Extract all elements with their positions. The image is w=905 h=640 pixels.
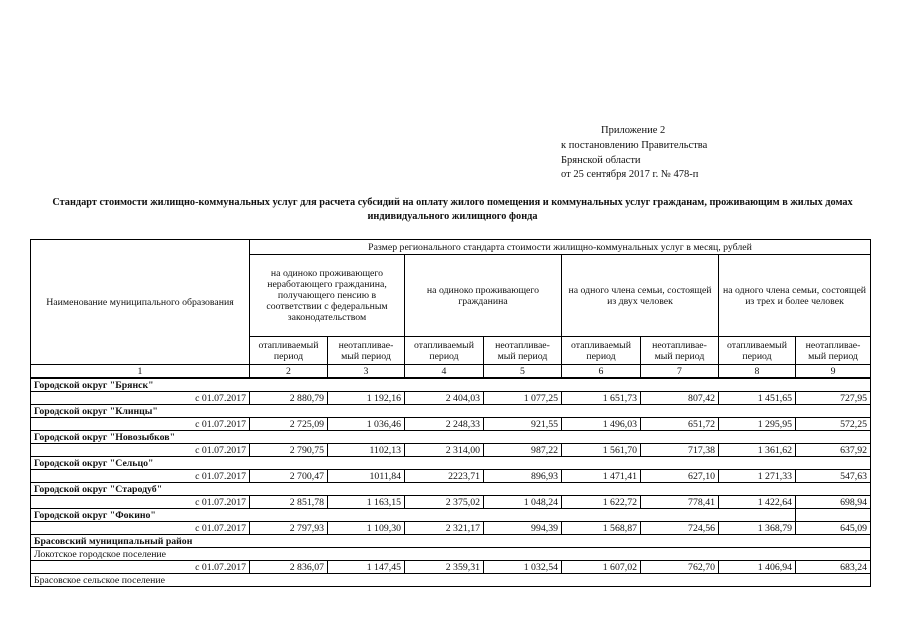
value-cell: 896,93 xyxy=(484,470,562,483)
value-cell: 2 321,17 xyxy=(405,522,484,535)
appendix-block xyxy=(561,124,707,183)
date-label: с 01.07.2017 xyxy=(31,444,250,457)
value-cell: 1 622,72 xyxy=(562,496,641,509)
municipality-row: Городской округ "Новозыбков" xyxy=(31,431,871,444)
value-cell: 1 496,03 xyxy=(562,418,641,431)
value-cell: 627,10 xyxy=(641,470,719,483)
value-cell: 1 271,33 xyxy=(719,470,796,483)
value-cell: 1 295,95 xyxy=(719,418,796,431)
group-header-single: на одиноко проживающего гражданина xyxy=(405,255,562,337)
value-cell: 2 700,47 xyxy=(250,470,328,483)
column-number: 5 xyxy=(484,365,562,379)
date-label: с 01.07.2017 xyxy=(31,561,250,574)
value-cell: 1 651,73 xyxy=(562,392,641,405)
value-cell: 2223,71 xyxy=(405,470,484,483)
date-label: с 01.07.2017 xyxy=(31,392,250,405)
value-cell: 2 880,79 xyxy=(250,392,328,405)
value-cell: 1 422,64 xyxy=(719,496,796,509)
heated-period-header: отапливаемый период xyxy=(405,337,484,365)
value-cell: 645,09 xyxy=(796,522,871,535)
municipality-header: Наименование муниципального образования xyxy=(31,240,250,365)
value-cell: 1 361,62 xyxy=(719,444,796,457)
empty-cell xyxy=(796,509,871,522)
value-cell: 1 368,79 xyxy=(719,522,796,535)
value-cell: 1 032,54 xyxy=(484,561,562,574)
value-cell: 1 568,87 xyxy=(562,522,641,535)
value-cell: 1 561,70 xyxy=(562,444,641,457)
value-cell: 572,25 xyxy=(796,418,871,431)
value-cell: 1 077,25 xyxy=(484,392,562,405)
heated-period-header: отапливаемый период xyxy=(562,337,641,365)
main-header: Размер регионального стандарта стоимости жилищно-коммунальных услуг в месяц, рублей xyxy=(250,240,871,255)
value-cell: 727,95 xyxy=(796,392,871,405)
date-label: с 01.07.2017 xyxy=(31,418,250,431)
value-cell: 651,72 xyxy=(641,418,719,431)
value-cell: 1 048,24 xyxy=(484,496,562,509)
value-cell: 921,55 xyxy=(484,418,562,431)
value-cell: 547,63 xyxy=(796,470,871,483)
value-cell: 2 725,09 xyxy=(250,418,328,431)
value-cell: 987,22 xyxy=(484,444,562,457)
value-cell: 637,92 xyxy=(796,444,871,457)
document-title: Стандарт стоимости жилищно-коммунальных услуг для расчета субсидий на оплату жилого помещения и коммунальных услуг гражданам, проживающим в жилых домах индивидуального жилищного фонда xyxy=(52,197,853,222)
value-cell: 762,70 xyxy=(641,561,719,574)
unheated-period-header: неотапливае-мый период xyxy=(484,337,562,365)
value-cell: 1 192,16 xyxy=(328,392,405,405)
value-cell: 1011,84 xyxy=(328,470,405,483)
column-number: 8 xyxy=(719,365,796,379)
column-number: 7 xyxy=(641,365,719,379)
value-cell: 1 109,30 xyxy=(328,522,405,535)
value-cell: 2 404,03 xyxy=(405,392,484,405)
value-cell: 2 359,31 xyxy=(405,561,484,574)
heated-period-header: отапливаемый период xyxy=(719,337,796,365)
value-cell: 807,42 xyxy=(641,392,719,405)
column-number: 3 xyxy=(328,365,405,379)
value-cell: 2 836,07 xyxy=(250,561,328,574)
value-cell: 2 314,00 xyxy=(405,444,484,457)
value-cell: 698,94 xyxy=(796,496,871,509)
municipality-row: Городской округ "Клинцы" xyxy=(31,405,871,418)
heated-period-header: отапливаемый период xyxy=(250,337,328,365)
unheated-period-header: неотапливае-мый период xyxy=(641,337,719,365)
value-cell: 2 375,02 xyxy=(405,496,484,509)
column-number: 4 xyxy=(405,365,484,379)
value-cell: 1 147,45 xyxy=(328,561,405,574)
settlement-row: Брасовское сельское поселение xyxy=(31,574,871,587)
value-cell: 1 471,41 xyxy=(562,470,641,483)
appendix-region: Брянской области xyxy=(561,154,641,166)
appendix-date: от 25 сентября 2017 г. № 478-п xyxy=(561,169,699,181)
column-number: 9 xyxy=(796,365,871,379)
group-header-pensioner: на одиноко проживающего неработающего гражданина, получающего пенсию в соответствии с федеральным законодательством xyxy=(250,255,405,337)
value-cell: 1 607,02 xyxy=(562,561,641,574)
unheated-period-header: неотапливае-мый период xyxy=(796,337,871,365)
date-label: с 01.07.2017 xyxy=(31,470,250,483)
group-header-family-three: на одного члена семьи, состоящей из трех и более человек xyxy=(719,255,871,337)
appendix-resolution: к постановлению Правительства xyxy=(561,139,708,151)
value-cell: 778,41 xyxy=(641,496,719,509)
municipality-row: Городской округ "Сельцо" xyxy=(31,457,871,470)
value-cell: 1 036,46 xyxy=(328,418,405,431)
value-cell: 2 248,33 xyxy=(405,418,484,431)
date-label: с 01.07.2017 xyxy=(31,496,250,509)
appendix-number: Приложение 2 xyxy=(601,125,666,136)
value-cell: 2 797,93 xyxy=(250,522,328,535)
value-cell: 717,38 xyxy=(641,444,719,457)
value-cell: 1 163,15 xyxy=(328,496,405,509)
column-number: 1 xyxy=(31,365,250,379)
district-row: Брасовский муниципальный район xyxy=(31,535,871,548)
municipality-row: Городской округ "Фокино" xyxy=(31,509,796,522)
date-label: с 01.07.2017 xyxy=(31,522,250,535)
standard-cost-table xyxy=(30,239,871,587)
unheated-period-header: неотапливае-мый период xyxy=(328,337,405,365)
value-cell: 724,56 xyxy=(641,522,719,535)
municipality-row: Городской округ "Брянск" xyxy=(31,378,871,392)
column-number: 6 xyxy=(562,365,641,379)
value-cell: 2 851,78 xyxy=(250,496,328,509)
value-cell: 683,24 xyxy=(796,561,871,574)
value-cell: 1 406,94 xyxy=(719,561,796,574)
value-cell: 994,39 xyxy=(484,522,562,535)
settlement-row: Локотское городское поселение xyxy=(31,548,871,561)
value-cell: 1102,13 xyxy=(328,444,405,457)
value-cell: 1 451,65 xyxy=(719,392,796,405)
column-number: 2 xyxy=(250,365,328,379)
value-cell: 2 790,75 xyxy=(250,444,328,457)
group-header-family-two: на одного члена семьи, состоящей из двух человек xyxy=(562,255,719,337)
municipality-row: Городской округ "Стародуб" xyxy=(31,483,871,496)
